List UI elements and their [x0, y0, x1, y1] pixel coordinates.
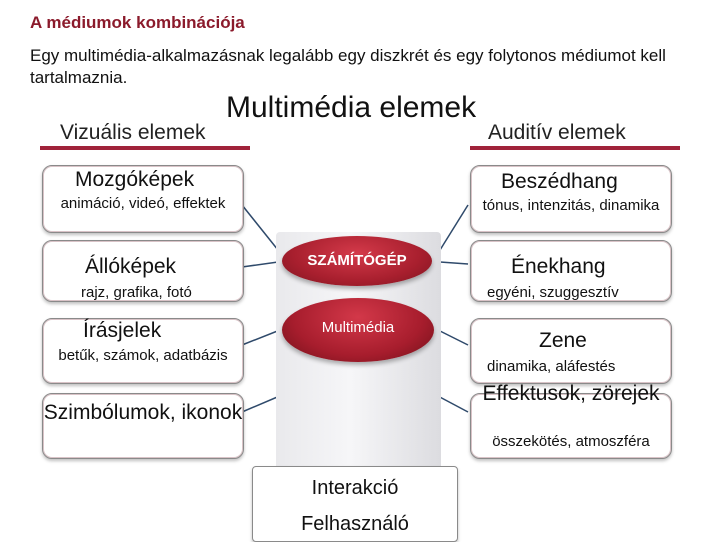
- main-title: Multimédia elemek: [226, 91, 477, 124]
- intro-text: Egy multimédia-alkalmazásnak legalább egy diszkrét és egy folytonos médiumot kell tartalmaznia.: [30, 46, 666, 87]
- computer-label: SZÁMÍTÓGÉP: [282, 236, 432, 286]
- item-title: Effektusok, zörejek: [482, 382, 660, 405]
- left-heading-rule: [40, 146, 250, 150]
- connector-line: [438, 330, 468, 345]
- item-title: Szimbólumok, ikonok: [43, 401, 243, 424]
- right-column-heading: Auditív elemek: [488, 121, 626, 144]
- left-item-mozgokepek: [42, 165, 244, 233]
- right-item-effektusok: [470, 382, 672, 459]
- user-label: Felhasználó: [301, 513, 409, 535]
- item-title: Állóképek: [85, 255, 177, 278]
- left-item-irasjelek: [42, 318, 244, 384]
- item-subtitle: egyéni, szuggesztív: [487, 284, 619, 301]
- interaction-box: [252, 466, 458, 542]
- right-heading-rule: [470, 146, 680, 150]
- item-subtitle: összekötés, atmoszféra: [492, 433, 650, 450]
- connector-line: [242, 205, 278, 250]
- right-item-enekhang: [470, 240, 672, 302]
- item-subtitle: tónus, intenzitás, dinamika: [482, 197, 660, 214]
- connector-line: [242, 330, 280, 345]
- item-subtitle: dinamika, aláfestés: [487, 358, 616, 375]
- left-item-szimbolumok: [42, 393, 244, 459]
- connector-line: [440, 262, 468, 264]
- item-title: Zene: [539, 329, 587, 352]
- multimedia-label: Multimédia: [282, 298, 434, 362]
- item-subtitle: betűk, számok, adatbázis: [58, 347, 228, 364]
- connector-line: [440, 205, 468, 250]
- item-title: Mozgóképek: [75, 168, 195, 191]
- item-subtitle: rajz, grafika, fotó: [81, 284, 192, 301]
- right-item-zene: [470, 318, 672, 384]
- item-title: Írásjelek: [83, 319, 162, 342]
- interaction-label: Interakció: [311, 477, 399, 499]
- left-column-heading: Vizuális elemek: [60, 121, 206, 144]
- item-title: Beszédhang: [501, 170, 618, 193]
- left-item-allokepek: [42, 240, 244, 302]
- right-item-beszedhang: [470, 165, 672, 233]
- item-title: Énekhang: [511, 255, 606, 278]
- item-subtitle: animáció, videó, effektek: [60, 195, 226, 212]
- connector-line: [242, 262, 278, 267]
- slide-title: A médiumok kombinációja: [30, 13, 245, 32]
